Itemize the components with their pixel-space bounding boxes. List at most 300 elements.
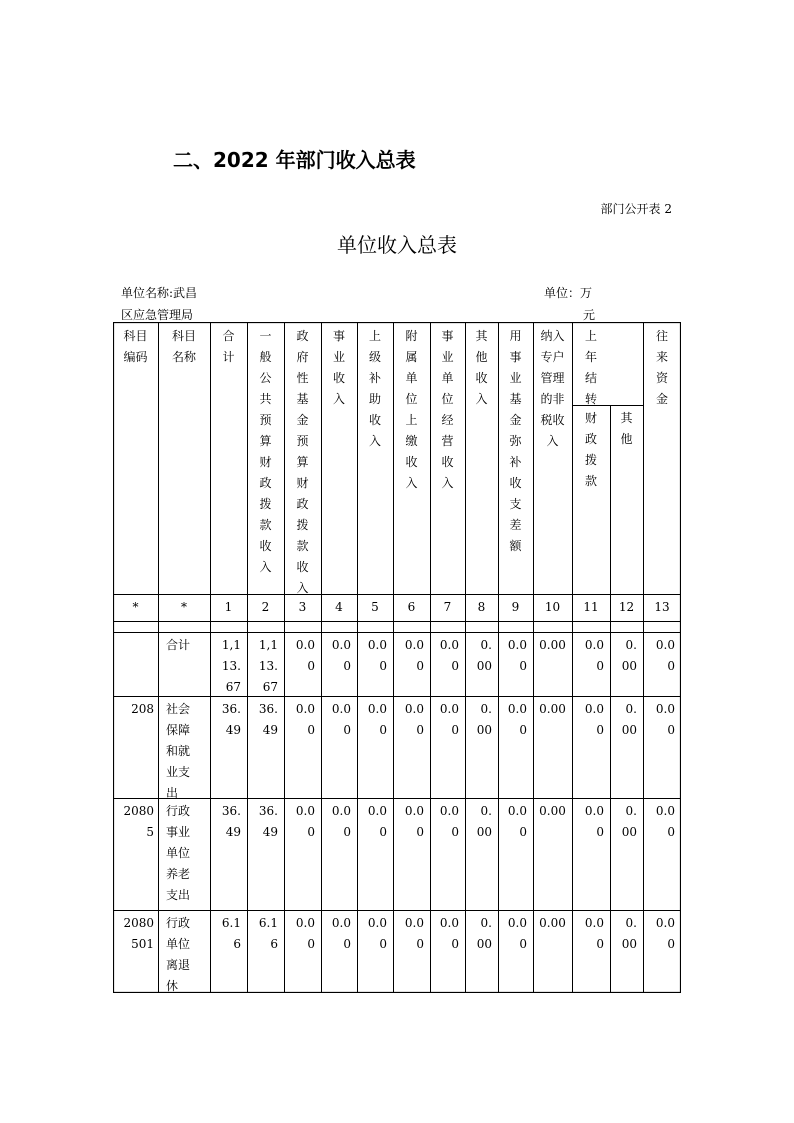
- cell-text-line: 收: [509, 476, 522, 490]
- cell-text-line: 往: [655, 329, 668, 343]
- cell-text-line: 单位: [166, 937, 191, 951]
- cell-text-line: 49: [262, 723, 278, 737]
- cell-text-line: 0: [519, 723, 527, 737]
- cell-text-line: 单位: [166, 846, 191, 860]
- table-cell: [158, 913, 210, 997]
- table-cell: [430, 635, 465, 677]
- cell-text-line: 收: [441, 455, 454, 469]
- cell-text-line: 财: [296, 476, 309, 490]
- index-cell: 8: [477, 600, 486, 614]
- cell-text-line: 0.0: [507, 804, 527, 818]
- cell-text-line: 0: [667, 659, 675, 673]
- table-cell: [572, 913, 610, 955]
- cell-text-line: 49: [225, 825, 241, 839]
- index-cell: 6: [407, 600, 416, 614]
- cell-text-line: 名称: [171, 350, 196, 364]
- table-cell: [357, 635, 393, 677]
- header-cell: [158, 326, 210, 368]
- table-cell: [210, 699, 247, 741]
- cell-text-line: 收: [296, 560, 309, 574]
- cell-text-line: 和就: [166, 744, 191, 758]
- table-cell: [247, 699, 284, 741]
- cell-text-line: 0.0: [439, 804, 459, 818]
- table-cell: [610, 635, 643, 677]
- cell-text-line: 0: [416, 825, 424, 839]
- table-cell: [247, 635, 284, 698]
- table-cell: [247, 913, 284, 955]
- cell-text-line: 科目: [171, 329, 196, 343]
- header-cell: [465, 326, 498, 410]
- cell-text-line: 0.0: [404, 916, 424, 930]
- table-cell: [610, 699, 643, 741]
- unit-label-line1: 单位：万: [544, 286, 593, 300]
- cell-text-line: 0.0: [584, 638, 604, 652]
- cell-text-line: 0.0: [655, 804, 675, 818]
- cell-text-line: 级: [368, 350, 381, 364]
- cell-text-line: 金: [509, 413, 522, 427]
- cell-text-line: 拨: [584, 453, 597, 467]
- cell-text-line: 纳入: [540, 329, 565, 343]
- cell-text-line: 收: [405, 455, 418, 469]
- cell-text-line: 67: [225, 680, 241, 694]
- cell-text-line: 00: [621, 825, 637, 839]
- cell-text-line: 政: [584, 432, 597, 446]
- cell-text-line: 0.0: [367, 638, 387, 652]
- table-title: 单位收入总表: [337, 233, 457, 257]
- cell-text-line: 0.0: [439, 916, 459, 930]
- org-label-line1: 单位名称:武昌: [121, 286, 198, 300]
- table-cell: [284, 913, 321, 955]
- table-cell: [247, 801, 284, 843]
- cell-text-line: 管理: [540, 371, 565, 385]
- table-cell: [158, 801, 210, 906]
- table-cell: [393, 635, 430, 677]
- cell-text-line: 行政: [166, 916, 191, 930]
- cell-text-line: 0: [519, 825, 527, 839]
- cell-text-line: 结: [584, 371, 597, 385]
- cell-text-line: 0: [343, 659, 351, 673]
- table-cell: [210, 913, 247, 955]
- table-cell: [357, 699, 393, 741]
- index-cell: *: [132, 600, 139, 614]
- cell-text-line: 0.00: [539, 702, 566, 716]
- table-cell: [643, 699, 681, 741]
- cell-text-line: 他: [475, 350, 488, 364]
- index-cell: 5: [371, 600, 379, 614]
- table-cell: [430, 913, 465, 955]
- cell-text-line: 0: [307, 825, 315, 839]
- cell-text-line: 经: [441, 413, 454, 427]
- table-cell: [465, 699, 498, 741]
- table-cell: [284, 699, 321, 741]
- cell-text-line: 5: [146, 825, 154, 839]
- cell-text-line: 6: [233, 937, 241, 951]
- cell-text-line: 位: [405, 392, 418, 406]
- cell-text-line: 0.00: [539, 916, 566, 930]
- table-cell: [284, 635, 321, 677]
- cell-text-line: 0: [667, 723, 675, 737]
- cell-text-line: 0.0: [584, 916, 604, 930]
- cell-text-line: 入: [259, 560, 272, 574]
- cell-text-line: 00: [476, 825, 492, 839]
- cell-text-line: 财: [259, 455, 272, 469]
- cell-text-line: 0: [416, 659, 424, 673]
- cell-text-line: 0.: [625, 638, 637, 652]
- table-cell: [321, 699, 357, 741]
- cell-text-line: 13.: [258, 659, 278, 673]
- cell-text-line: 府: [296, 350, 309, 364]
- cell-text-line: 0: [519, 659, 527, 673]
- cell-text-line: 0: [596, 723, 604, 737]
- cell-text-line: 一: [259, 329, 272, 343]
- cell-text-line: 合计: [166, 638, 191, 652]
- table-cell: [158, 635, 210, 656]
- cell-text-line: 00: [476, 659, 492, 673]
- cell-text-line: 入: [475, 392, 488, 406]
- cell-text-line: 0: [451, 937, 459, 951]
- table-cell: [643, 635, 681, 677]
- cell-text-line: 0.0: [331, 702, 351, 716]
- table-cell: [357, 913, 393, 955]
- cell-text-line: 00: [476, 937, 492, 951]
- cell-text-line: 行政: [166, 804, 191, 818]
- cell-text-line: 0.0: [439, 702, 459, 716]
- cell-text-line: 00: [476, 723, 492, 737]
- cell-text-line: 0: [343, 825, 351, 839]
- cell-text-line: 金: [296, 413, 309, 427]
- index-cell: 10: [544, 600, 561, 614]
- cell-text-line: 0: [343, 723, 351, 737]
- cell-text-line: 算: [259, 434, 272, 448]
- cell-text-line: 入: [441, 476, 454, 490]
- cell-text-line: 资: [655, 371, 668, 385]
- cell-text-line: 休: [166, 979, 179, 993]
- cell-text-line: 0: [451, 825, 459, 839]
- cell-text-line: 0: [416, 937, 424, 951]
- table-cell: [572, 699, 610, 741]
- table-cell: [321, 801, 357, 843]
- cell-text-line: 业: [509, 371, 522, 385]
- unit-label-line2: 元: [583, 308, 596, 322]
- cell-text-line: 2080: [123, 804, 154, 818]
- cell-text-line: 单: [441, 371, 454, 385]
- table-cell: [321, 635, 357, 677]
- cell-text-line: 0.: [480, 916, 492, 930]
- header-cell: [643, 326, 681, 410]
- income-table: [113, 322, 681, 993]
- table-cell: [643, 913, 681, 955]
- cell-text-line: 0: [307, 723, 315, 737]
- cell-text-line: 事: [441, 329, 454, 343]
- table-cell: [498, 635, 533, 677]
- cell-text-line: 0: [343, 937, 351, 951]
- cell-text-line: 1,1: [258, 638, 278, 652]
- cell-text-line: 0.0: [404, 638, 424, 652]
- cell-text-line: 金: [655, 392, 668, 406]
- cell-text-line: 0: [416, 723, 424, 737]
- cell-text-line: 出: [166, 786, 179, 800]
- cell-text-line: 36.: [221, 804, 241, 818]
- cell-text-line: 般: [259, 350, 272, 364]
- cell-text-line: 0.0: [655, 702, 675, 716]
- index-cell: 1: [224, 600, 233, 614]
- cell-text-line: 政: [259, 476, 272, 490]
- cell-text-line: 0.: [625, 702, 637, 716]
- cell-text-line: 业支: [166, 765, 191, 779]
- cell-text-line: 其: [620, 411, 633, 425]
- cell-text-line: 0.0: [367, 916, 387, 930]
- cell-text-line: 共: [259, 392, 272, 406]
- cell-text-line: 0: [519, 937, 527, 951]
- cell-text-line: 专户: [540, 350, 565, 364]
- table-cell: [393, 801, 430, 843]
- cell-text-line: 补: [368, 371, 381, 385]
- cell-text-line: 00: [621, 723, 637, 737]
- cell-text-line: 49: [262, 825, 278, 839]
- subheader-cell: [572, 408, 610, 492]
- cell-text-line: 13.: [221, 659, 241, 673]
- cell-text-line: 0: [307, 659, 315, 673]
- table-cell: [465, 635, 498, 677]
- cell-text-line: 他: [620, 432, 633, 446]
- table-cell: [533, 801, 572, 822]
- table-cell: [393, 699, 430, 741]
- cell-text-line: 支: [509, 497, 522, 511]
- cell-text-line: 入: [296, 581, 309, 595]
- cell-text-line: 0: [307, 937, 315, 951]
- table-cell: [465, 801, 498, 843]
- cell-text-line: 养老: [166, 867, 191, 881]
- table-cell: [498, 913, 533, 955]
- cell-text-line: 0: [451, 659, 459, 673]
- cell-text-line: 其: [475, 329, 488, 343]
- cell-text-line: 社会: [166, 702, 191, 716]
- cell-text-line: 入: [405, 476, 418, 490]
- index-cell: 4: [335, 600, 343, 614]
- cell-text-line: 0.0: [295, 916, 315, 930]
- cell-text-line: 1,1: [221, 638, 241, 652]
- cell-text-line: 67: [262, 680, 278, 694]
- cell-text-line: 0.0: [295, 804, 315, 818]
- cell-text-line: 款: [296, 539, 309, 553]
- subheader-cell: [610, 408, 643, 450]
- table-cell: [498, 801, 533, 843]
- cell-text-line: 0.: [625, 916, 637, 930]
- cell-text-line: 00: [621, 659, 637, 673]
- cell-text-line: 合: [222, 329, 235, 343]
- header-cell: [498, 326, 533, 557]
- cell-text-line: 6: [270, 937, 278, 951]
- cell-text-line: 0.: [625, 804, 637, 818]
- cell-text-line: 入: [332, 392, 345, 406]
- cell-text-line: 的非: [540, 392, 565, 406]
- cell-text-line: 入: [368, 434, 381, 448]
- cell-text-line: 收: [259, 539, 272, 553]
- cell-text-line: 0.0: [655, 638, 675, 652]
- cell-text-line: 缴: [405, 434, 418, 448]
- cell-text-line: 0: [596, 825, 604, 839]
- cell-text-line: 营: [441, 434, 454, 448]
- table-cell: [210, 801, 247, 843]
- org-label-line2: 区应急管理局: [121, 308, 194, 322]
- index-cell: 7: [443, 600, 452, 614]
- cell-text-line: 财: [584, 411, 597, 425]
- form-tag: 部门公开表 2: [600, 202, 672, 216]
- cell-text-line: 位: [441, 392, 454, 406]
- cell-text-line: 2080: [123, 916, 154, 930]
- header-cell: [113, 326, 158, 368]
- cell-text-line: 单: [405, 371, 418, 385]
- cell-text-line: 上: [368, 329, 381, 343]
- cell-text-line: 0.0: [331, 804, 351, 818]
- cell-text-line: 预: [259, 413, 272, 427]
- cell-text-line: 公: [259, 371, 272, 385]
- table-cell: [158, 699, 210, 804]
- index-cell: 3: [298, 600, 307, 614]
- table-cell: [572, 801, 610, 843]
- header-cell: [210, 326, 247, 368]
- cell-text-line: 来: [655, 350, 668, 364]
- cell-text-line: 税收: [540, 413, 565, 427]
- table-cell: [572, 635, 610, 677]
- cell-text-line: 款: [584, 474, 597, 488]
- cell-text-line: 政: [296, 329, 309, 343]
- cell-text-line: 0: [379, 825, 387, 839]
- table-cell: [643, 801, 681, 843]
- table-cell: [610, 913, 643, 955]
- cell-text-line: 501: [131, 937, 154, 951]
- table-cell: [210, 635, 247, 698]
- cell-text-line: 0: [379, 937, 387, 951]
- cell-text-line: 收: [368, 413, 381, 427]
- header-cell: [572, 326, 610, 410]
- cell-text-line: 拨: [259, 497, 272, 511]
- cell-text-line: 入: [546, 434, 559, 448]
- cell-text-line: 0.00: [539, 638, 566, 652]
- table-cell: [533, 699, 572, 720]
- table-cell: [465, 913, 498, 955]
- cell-text-line: 0: [451, 723, 459, 737]
- cell-text-line: 0.0: [584, 804, 604, 818]
- cell-text-line: 拨: [296, 518, 309, 532]
- cell-text-line: 上: [584, 329, 597, 343]
- index-cell: 12: [618, 600, 635, 614]
- cell-text-line: 0: [596, 937, 604, 951]
- cell-text-line: 0: [596, 659, 604, 673]
- index-cell: 9: [511, 600, 520, 614]
- table-cell: [284, 801, 321, 843]
- cell-text-line: 0.0: [507, 702, 527, 716]
- cell-text-line: 0.0: [507, 638, 527, 652]
- cell-text-line: 预: [296, 434, 309, 448]
- cell-text-line: 收: [475, 371, 488, 385]
- table-cell: [113, 699, 158, 720]
- cell-text-line: 补: [509, 455, 522, 469]
- cell-text-line: 计: [222, 350, 235, 364]
- page-heading: 二、2022 年部门收入总表: [173, 148, 416, 172]
- cell-text-line: 额: [509, 539, 522, 553]
- cell-text-line: 编码: [123, 350, 148, 364]
- table-cell: [321, 913, 357, 955]
- cell-text-line: 业: [332, 350, 345, 364]
- cell-text-line: 6.1: [221, 916, 241, 930]
- cell-text-line: 0: [667, 825, 675, 839]
- table-cell: [498, 699, 533, 741]
- cell-text-line: 0.0: [367, 804, 387, 818]
- cell-text-line: 附: [405, 329, 418, 343]
- table-cell: [610, 801, 643, 843]
- cell-text-line: 36.: [221, 702, 241, 716]
- cell-text-line: 0.00: [539, 804, 566, 818]
- index-cell: 13: [654, 600, 670, 614]
- cell-text-line: 0: [379, 723, 387, 737]
- cell-text-line: 事: [332, 329, 345, 343]
- cell-text-line: 性: [296, 371, 309, 385]
- cell-text-line: 36.: [258, 804, 278, 818]
- cell-text-line: 0.0: [331, 638, 351, 652]
- cell-text-line: 0.0: [295, 702, 315, 716]
- cell-text-line: 0.0: [584, 702, 604, 716]
- cell-text-line: 收: [332, 371, 345, 385]
- cell-text-line: 0: [667, 937, 675, 951]
- cell-text-line: 0.0: [404, 702, 424, 716]
- cell-text-line: 转: [584, 392, 597, 406]
- cell-text-line: 49: [225, 723, 241, 737]
- cell-text-line: 0.: [480, 702, 492, 716]
- table-cell: [533, 635, 572, 656]
- table-cell: [357, 801, 393, 843]
- cell-text-line: 事: [509, 350, 522, 364]
- cell-text-line: 0.0: [331, 916, 351, 930]
- table-cell: [533, 913, 572, 934]
- cell-text-line: 36.: [258, 702, 278, 716]
- header-cell: [357, 326, 393, 452]
- cell-text-line: 0.0: [295, 638, 315, 652]
- cell-text-line: 业: [441, 350, 454, 364]
- cell-text-line: 0.0: [439, 638, 459, 652]
- cell-text-line: 差: [509, 518, 522, 532]
- cell-text-line: 助: [368, 392, 381, 406]
- cell-text-line: 基: [296, 392, 309, 406]
- cell-text-line: 款: [259, 518, 272, 532]
- cell-text-line: 基: [509, 392, 522, 406]
- cell-text-line: 00: [621, 937, 637, 951]
- header-cell: [393, 326, 430, 494]
- cell-text-line: 科目: [123, 329, 148, 343]
- header-cell: [247, 326, 284, 578]
- cell-text-line: 0.0: [507, 916, 527, 930]
- cell-text-line: 0.: [480, 638, 492, 652]
- cell-text-line: 支出: [166, 888, 191, 902]
- cell-text-line: 属: [405, 350, 418, 364]
- cell-text-line: 用: [509, 329, 522, 343]
- index-cell: *: [181, 600, 187, 614]
- cell-text-line: 事业: [166, 825, 191, 839]
- cell-text-line: 208: [131, 702, 154, 716]
- cell-text-line: 0.0: [655, 916, 675, 930]
- cell-text-line: 6.1: [258, 916, 278, 930]
- index-cell: 2: [261, 600, 270, 614]
- table-cell: [430, 699, 465, 741]
- header-cell: [321, 326, 357, 410]
- table-cell: [430, 801, 465, 843]
- cell-text-line: 离退: [166, 958, 191, 972]
- cell-text-line: 0.: [480, 804, 492, 818]
- table-cell: [113, 801, 158, 843]
- cell-text-line: 弥: [509, 434, 522, 448]
- table-cell: [113, 913, 158, 955]
- cell-text-line: 政: [296, 497, 309, 511]
